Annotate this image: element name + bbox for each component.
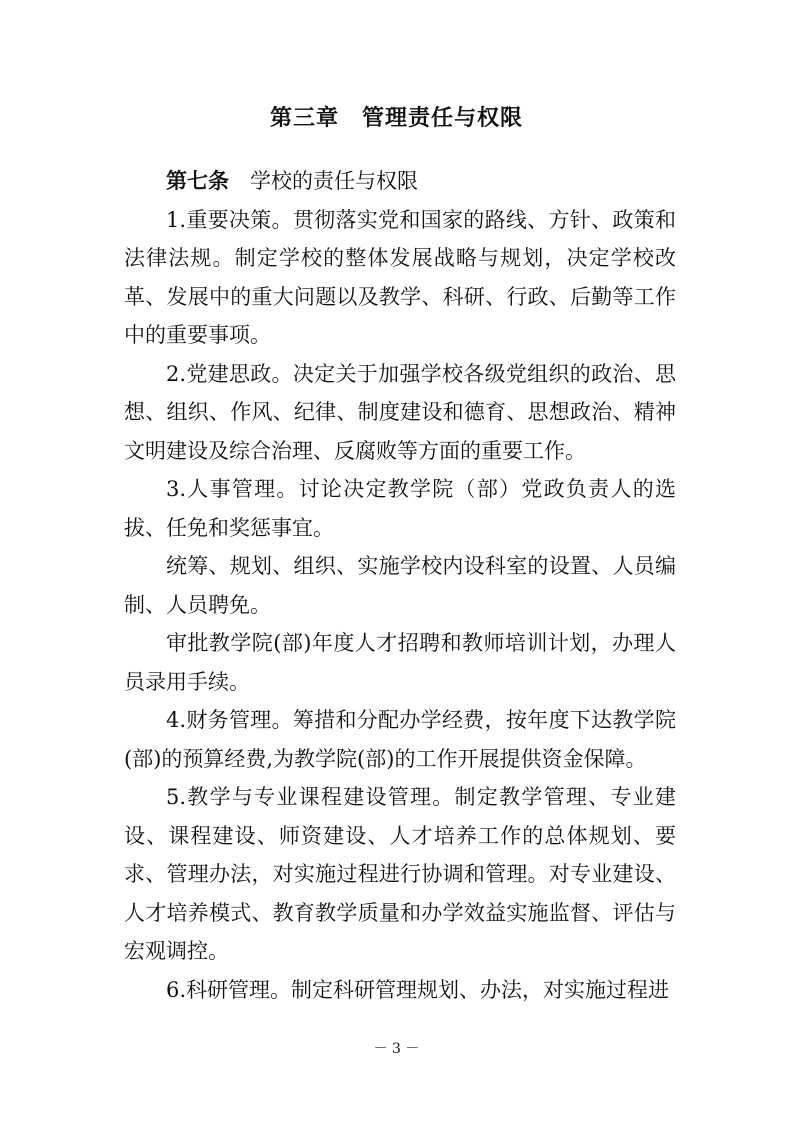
article-heading: [124, 162, 676, 201]
paragraph-1: 1.重要决策。贯彻落实党和国家的路线、方针、政策和法律法规。制定学校的整体发展战略与规划，决定学校改革、发展中的重大问题以及教学、科研、行政、后勤等工作中的重要事项。: [124, 207, 676, 347]
article-title: 学校的责任与权限: [250, 169, 418, 193]
paragraph-8: 6.科研管理。制定科研管理规划、办法，对实施过程进: [166, 977, 670, 1002]
paragraph-5: 审批教学院(部)年度人才招聘和教师培训计划，办理人员录用手续。: [124, 631, 676, 694]
paragraph-2: 2.党建思政。决定关于加强学校各级党组织的政治、思想、组织、作风、纪律、制度建设和德育、思想政治、精神文明建设及综合治理、反腐败等方面的重要工作。: [124, 361, 676, 463]
paragraph-4: 统筹、规划、组织、实施学校内设科室的设置、人员编制、人员聘免。: [124, 554, 676, 617]
chapter-title: 第三章 管理责任与权限: [269, 106, 523, 131]
article-label: 第七条: [166, 169, 229, 193]
article-spacer: [229, 169, 250, 193]
paragraph-7: 5.教学与专业课程建设管理。制定教学管理、专业建设、课程建设、师资建设、人才培养工作的总体规划、要求、管理办法，对实施过程进行协调和管理。对专业建设、人才培养模式、教育教学质量和办学效益实施监督、评估与宏观调控。: [124, 785, 676, 963]
document-body: [124, 162, 676, 1009]
paragraph-6: 4.财务管理。筹措和分配办学经费，按年度下达教学院(部)的预算经费,为教学院(部)的工作开展提供资金保障。: [124, 708, 676, 771]
paragraph-3: 3.人事管理。讨论决定教学院（部）党政负责人的选拔、任免和奖惩事宜。: [124, 477, 676, 540]
page-number: － 3 －: [373, 1041, 420, 1057]
